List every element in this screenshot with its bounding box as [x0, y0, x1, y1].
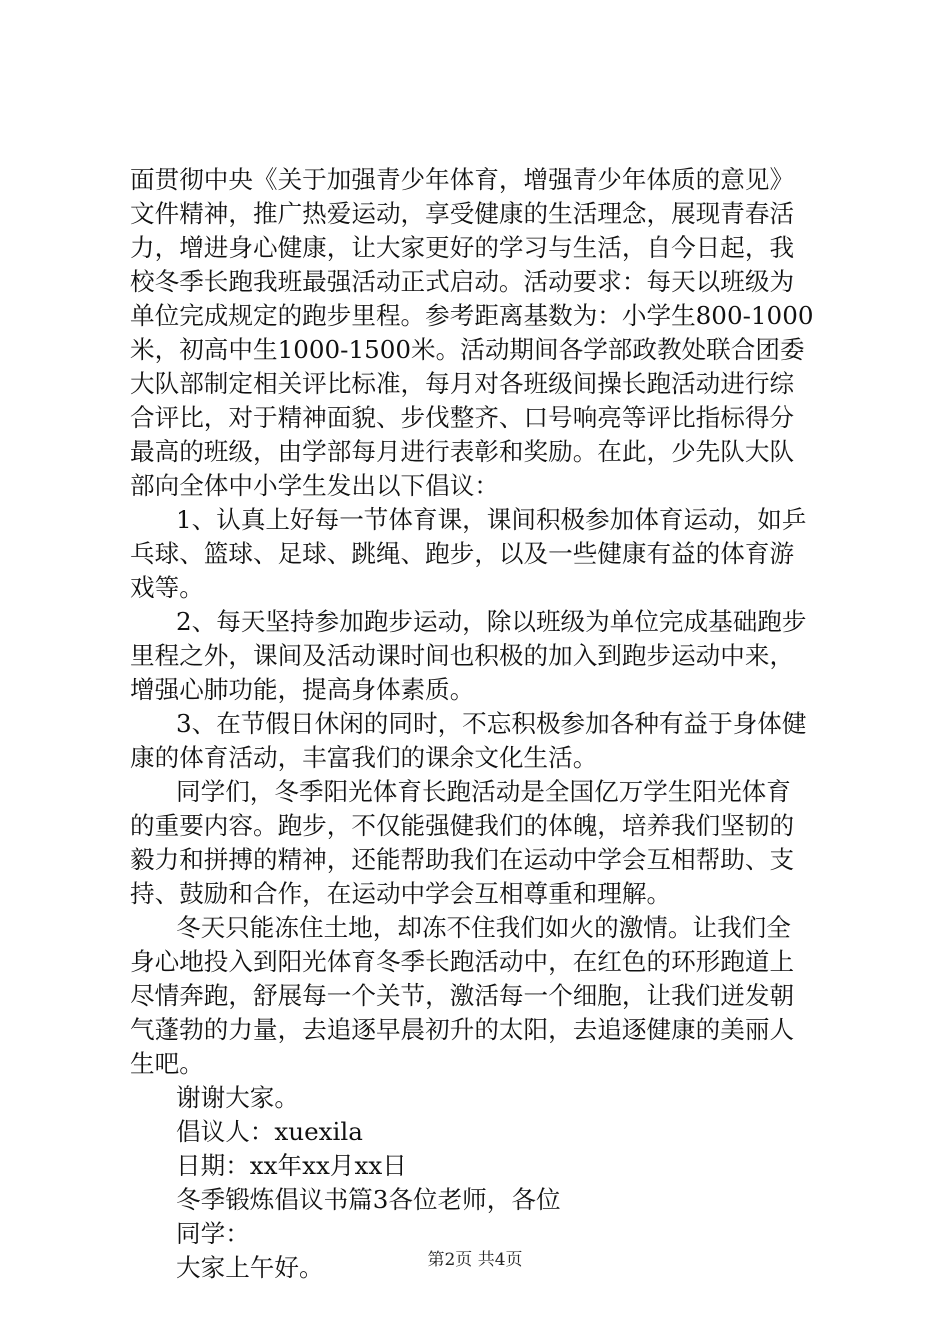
body-line: 里程之外，课间及活动课时间也积极的加入到跑步运动中来， — [130, 641, 795, 670]
body-line: 的重要内容。跑步，不仅能强健我们的体魄，培养我们坚韧的 — [130, 811, 795, 840]
body-line: 生吧。 — [130, 1049, 204, 1078]
body-line: 尽情奔跑，舒展每一个关节，激活每一个细胞，让我们迸发朝 — [130, 981, 795, 1010]
body-line: 2、每天坚持参加跑步运动，除以班级为单位完成基础跑步 — [176, 607, 807, 636]
body-line: 单位完成规定的跑步里程。参考距离基数为：小学生800-1000 — [130, 301, 814, 330]
body-line: 校冬季长跑我班最强活动正式启动。活动要求：每天以班级为 — [130, 267, 795, 296]
body-line: 增强心肺功能，提高身体素质。 — [130, 675, 475, 704]
body-line: 面贯彻中央《关于加强青少年体育，增强青少年体质的意见》 — [130, 165, 795, 194]
body-line: 持、鼓励和合作，在运动中学会互相尊重和理解。 — [130, 879, 672, 908]
body-line: 倡议人：xuexila — [176, 1117, 363, 1146]
page-footer: 第2页 共4页 — [427, 1250, 523, 1270]
body-line: 部向全体中小学生发出以下倡议： — [130, 471, 499, 500]
body-line: 冬天只能冻住土地，却冻不住我们如火的激情。让我们全 — [176, 913, 791, 942]
body-line: 冬季锻炼倡议书篇3各位老师，各位 — [176, 1185, 561, 1214]
body-line: 谢谢大家。 — [176, 1083, 299, 1112]
body-line: 同学： — [176, 1219, 250, 1248]
body-line: 气蓬勃的力量，去追逐早晨初升的太阳，去追逐健康的美丽人 — [130, 1015, 795, 1044]
body-line: 毅力和拼搏的精神，还能帮助我们在运动中学会互相帮助、支 — [130, 845, 795, 874]
document-body — [130, 163, 830, 1285]
body-line: 力，增进身心健康，让大家更好的学习与生活，自今日起，我 — [130, 233, 795, 262]
body-line: 同学们，冬季阳光体育长跑活动是全国亿万学生阳光体育 — [176, 777, 791, 806]
body-line: 身心地投入到阳光体育冬季长跑活动中，在红色的环形跑道上 — [130, 947, 795, 976]
body-line: 日期：xx年xx月xx日 — [176, 1151, 407, 1180]
body-line: 米，初高中生1000-1500米。活动期间各学部政教处联合团委 — [130, 335, 805, 364]
body-line: 1、认真上好每一节体育课，课间积极参加体育运动，如乒 — [176, 505, 807, 534]
body-line: 戏等。 — [130, 573, 204, 602]
body-line: 最高的班级，由学部每月进行表彰和奖励。在此，少先队大队 — [130, 437, 795, 466]
body-line: 康的体育活动，丰富我们的课余文化生活。 — [130, 743, 598, 772]
body-line: 3、在节假日休闲的同时，不忘积极参加各种有益于身体健 — [176, 709, 807, 738]
body-line: 大家上午好。 — [176, 1253, 324, 1282]
body-line: 乓球、篮球、足球、跳绳、跑步，以及一些健康有益的体育游 — [130, 539, 795, 568]
body-line: 大队部制定相关评比标准，每月对各班级间操长跑活动进行综 — [130, 369, 795, 398]
body-line: 合评比，对于精神面貌、步伐整齐、口号响亮等评比指标得分 — [130, 403, 795, 432]
body-line: 文件精神，推广热爱运动，享受健康的生活理念，展现青春活 — [130, 199, 795, 228]
